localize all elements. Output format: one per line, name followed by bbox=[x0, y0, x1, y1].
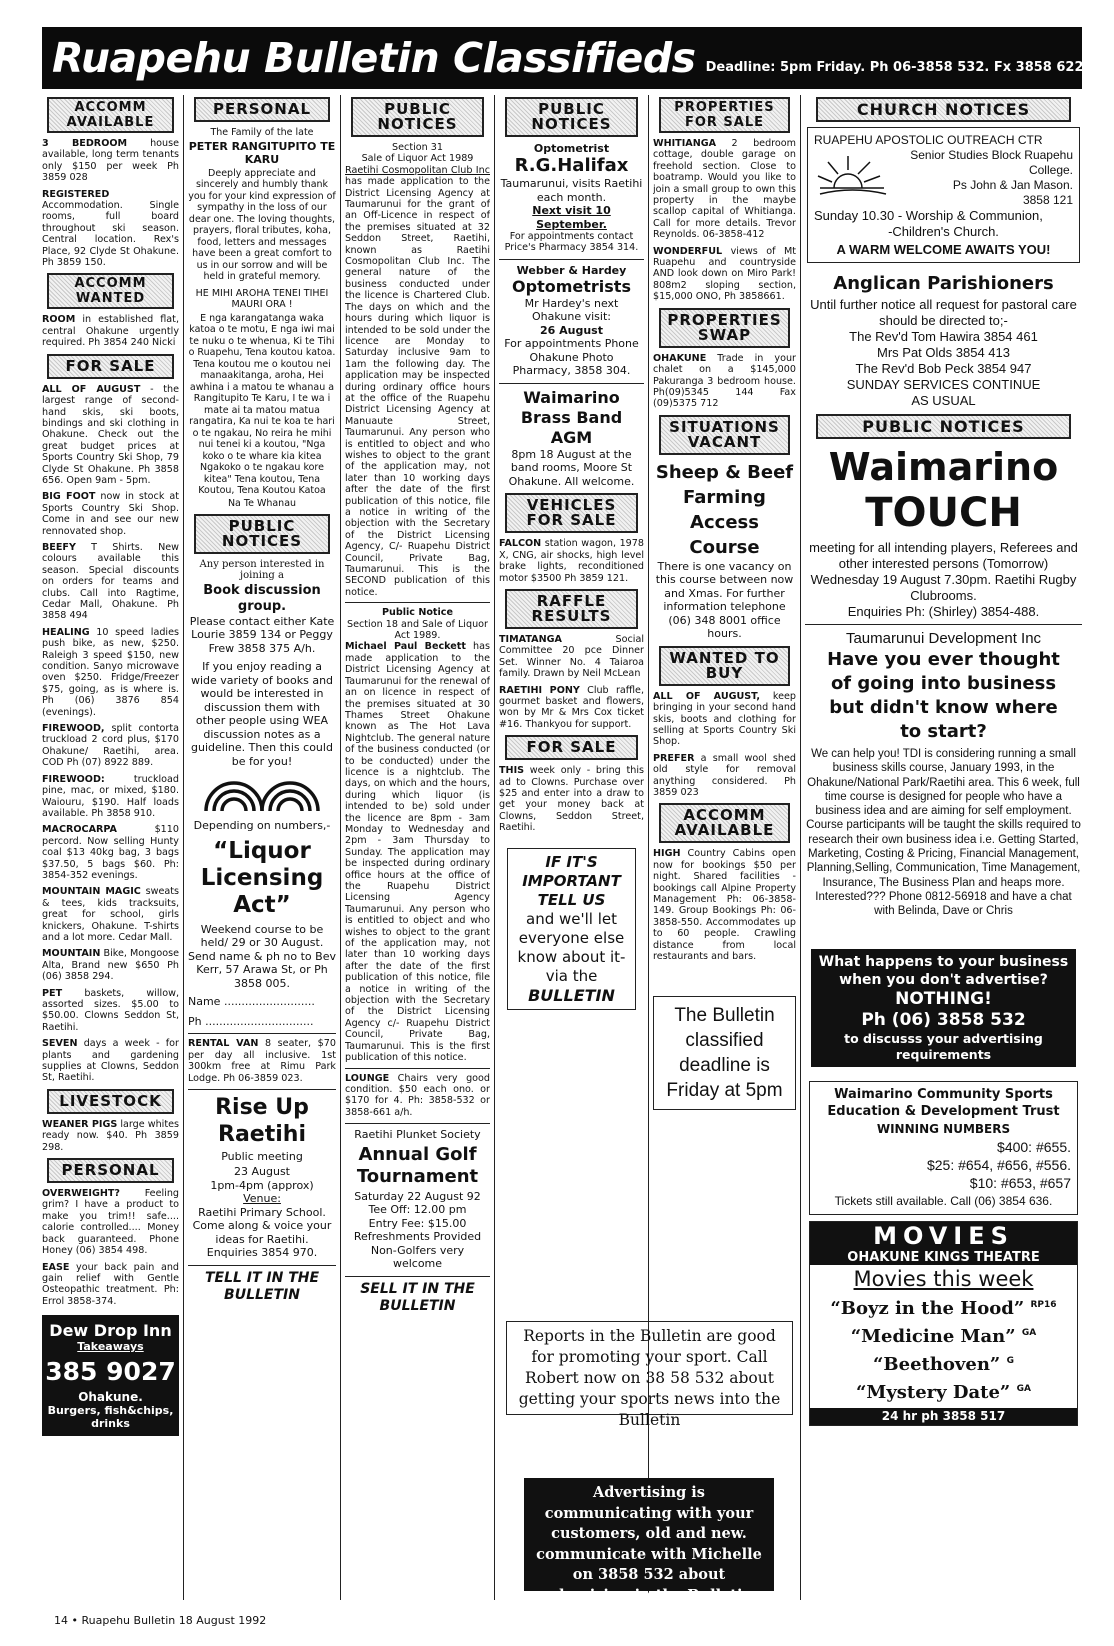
sports-reports-ad: Reports in the Bulletin are good for promoting your sport. Call Robert now on 38 58 532 about getting your sports news into the Bulletin bbox=[506, 1321, 793, 1415]
classified-ad: PET baskets, willow, assorted sizes. $5.00 to $50.00. Clowns Seddon St, Raetihi. bbox=[42, 987, 179, 1033]
sheep-course-title: Sheep & Beef Farming Access Course bbox=[655, 461, 794, 558]
anglican-ad bbox=[805, 271, 1082, 409]
webber-hardey-body: Mr Hardey's next Ohakune visit: bbox=[524, 296, 619, 324]
divider bbox=[188, 1089, 336, 1090]
dew-drop-phone: 385 9027 bbox=[45, 1357, 176, 1387]
brass-band-body: 8pm 18 August at the band rooms, Moore St Ohakune. All welcome. bbox=[508, 447, 635, 488]
movies-ad bbox=[809, 1221, 1078, 1426]
classified-ad: BEEFY T Shirts. New colours available this season. Special discounts on orders for teams and clubs. Call into Ragtime, Cedar Mall, Ohakune. Ph 3858 494 bbox=[42, 541, 179, 622]
divider bbox=[805, 624, 1082, 625]
advertise-ad bbox=[811, 949, 1076, 1067]
bereavement-maori-head: HE MIHI AROHA TENEI TIHEI MAURI ORA ! bbox=[195, 287, 329, 310]
heading-for-sale: FOR SALE bbox=[47, 354, 173, 379]
s31-sub: Sale of Liquor Act 1989 bbox=[361, 153, 474, 165]
anglican-r3: The Rev'd Bob Peck 3854 947 bbox=[855, 361, 1032, 376]
pn-notice: Michael Paul Beckett has made application to the District Licensing Agency at Taumarunui for the renewal of an on licence in respect of the premises situated at 30 Thames Street Ohakune known as The Hot Lava Nightclub. The general nature of the business conducted (or to be conducted) under the licence is a nightclub. The days, on which and the hours, during which liquor (is intended to be) sold under the licence are 8pm - 3am Monday to Wednesday and 2pm - 3am Thursday to Sunday. The application may be inspected during ordinary office hours at the office of the Ruapehu District Licensing Agency Taumarunui. Any person who is entitled to object and who wishes to object to the grant of the application may, not later than 10 working days after the date of the first publication of this notice, file a notice in writing of the objection with the Secretary of the District Licensing Agency c/- Ruapehu District Council, Private Bag, Taumarunui. This is the first publication of this notice. bbox=[345, 641, 490, 1064]
rise-up-date: 23 August bbox=[234, 1165, 290, 1179]
classified-ad: ALL OF AUGUST, keep bringing in your second hand skis, boots and clothing for selling at Sports Country Ski Shop. bbox=[653, 690, 796, 748]
touch-body: meeting for all intending players, Referees and other interested persons (Tomorrow) Wednesday 19 August 7.30pm. Raetihi Rugby Clubrooms. bbox=[809, 540, 1078, 603]
apostolic-phone: 3858 121 bbox=[1022, 193, 1073, 207]
divider bbox=[499, 259, 644, 260]
column-1 bbox=[42, 95, 179, 1436]
golf-tournament-ad bbox=[345, 1128, 490, 1271]
movie-4: “Mystery Date” $^{GA}$ bbox=[856, 1381, 1031, 1403]
movies-week: Movies this week bbox=[853, 1266, 1034, 1291]
tell-it-slogan: TELL IT IN THE BULLETIN bbox=[204, 1269, 320, 1303]
rise-up-venue: Raetihi Primary School. bbox=[198, 1205, 326, 1219]
liquor-body: Weekend course to be held/ 29 or 30 August. Send name & ph no to Bev Kerr, 57 Arawa St, or Ph 3858 005. bbox=[188, 922, 336, 990]
ads-for-sale bbox=[42, 384, 179, 1084]
pn-sub: Section 18 and Sale of Liquor Act 1989. bbox=[347, 618, 488, 642]
wave-logo-icon bbox=[188, 773, 336, 815]
advertise-phone: Ph (06) 3858 532 bbox=[861, 1009, 1026, 1030]
anglican-r4: SUNDAY SERVICES CONTINUE bbox=[846, 377, 1041, 392]
ads-accomm-available bbox=[42, 138, 179, 268]
book-body: Please contact either Kate Lourie 3859 134 or Peggy Frew 3858 375 A/h. bbox=[189, 614, 335, 655]
touch-title-2: TOUCH bbox=[865, 490, 1022, 536]
heading-public-notices: PUBLIC NOTICES bbox=[816, 414, 1071, 439]
dew-drop-place: Ohakune. bbox=[78, 1390, 143, 1405]
rise-up-time: 1pm-4pm (approx) bbox=[210, 1178, 314, 1192]
column-5 bbox=[653, 95, 796, 1110]
anglican-r2: Mrs Pat Olds 3854 413 bbox=[877, 345, 1010, 360]
golf-tee: Tee Off: 12.00 pm bbox=[368, 1203, 467, 1217]
tdi-ad bbox=[805, 629, 1082, 919]
classified-ad: HEALING 10 speed ladies push bike, as new, $250. Raleigh 3 speed $150, new condition. Sanyo microwave oven $250. Fridge/Freezer $75, going, as is where is. Ph (06) 3876 854 (evenings). bbox=[42, 626, 179, 718]
rise-up-sub: Public meeting bbox=[221, 1149, 303, 1163]
ads-wanted bbox=[653, 691, 796, 799]
classified-ad: FIREWOOD: truckload pine, mac, or mixed, $180. Waiouru, $190. Half loads available. Ph 3858 910. bbox=[42, 773, 179, 819]
ads-personal bbox=[42, 1188, 179, 1307]
golf-refreshments: Refreshments Provided bbox=[353, 1230, 482, 1244]
s31-notice: Raetihi Cosmopolitan Club Inc has made application to the District Licensing Agency at Taumarunui for the grant of an Off-Licence in respect of the premises situated at 32 Seddon Street, Raetihi, known as Raetihi Cosmopolitan Club Inc. The general nature of the business conducted under the licence is Chartered Club. The days on which and the hours during which liquor is intended to be sold under the licence are Monday to Saturday inclusive 9am to 1am the following day. The application may be inspected during ordinary office hours at the office of the Ruapehu District Licensing Agency at Manuaute Street, Taumarunui. Any person who is entitled to object and who wishes to object to the grant of the application may, not later than 10 working days after the date of the first publication of this notice, file a notice in writing of the objection with the Secretary of the District Licensing Agency, C/- Ruapehu District Council, Private Bag, Taumarunui. This is the SECOND publication of this notice. bbox=[345, 164, 490, 598]
heading-livestock: LIVESTOCK bbox=[47, 1089, 173, 1114]
touch-enquiries: Enquiries Ph: (Shirley) 3854-488. bbox=[847, 604, 1040, 619]
optometrist-next: Next visit 10 September. bbox=[532, 204, 611, 231]
ads-accomm-wanted bbox=[42, 314, 179, 348]
golf-org: Raetihi Plunket Society bbox=[354, 1128, 481, 1142]
liquor-intro: Depending on numbers,- bbox=[193, 819, 331, 833]
page-title: Ruapehu Bulletin Classifieds bbox=[52, 34, 696, 82]
classified-ad: WEANER PIGS large whites ready now. $40. Ph 3859 298. bbox=[42, 1118, 179, 1153]
divider bbox=[188, 1033, 336, 1034]
column-rule bbox=[494, 95, 495, 1600]
golf-title: Annual Golf Tournament bbox=[356, 1143, 479, 1187]
tdi-org: Taumarunui Development Inc bbox=[845, 630, 1042, 647]
rental-van-ad: RENTAL VAN 8 seater, $70 per day all inclusive. 1st 300km free at Rimu Park Lodge. Ph 06-3859 023. bbox=[188, 1038, 336, 1084]
heading-properties-for-sale: PROPERTIES FOR SALE bbox=[659, 97, 791, 133]
advertise-discuss: to discusss your advertising requirements bbox=[844, 1030, 1043, 1062]
classified-ad: WHITIANGA 2 bedroom cottage, double garage on freehold section. Close to boatramp. Would you like to join a small group to own this property in the maybe scallop capital of Whitianga. Call for more details. Trevor Reynolds. 06-3858-412 bbox=[653, 138, 796, 241]
classified-ad: MACROCARPA $110 percord. Now selling Hunty coal $13 40kg bag, 3 bags $37.50, 5 bags $60. Ph: 3854-352 evenings. bbox=[42, 824, 179, 881]
heading-raffle-results: RAFFLE RESULTS bbox=[505, 589, 638, 629]
classified-ad: RAETIHI PONY Club raffle, gourmet basket and flowers, won by Mr & Mrs Cox ticket #16. Thankyou for support. bbox=[499, 684, 644, 730]
heading-properties-swap: PROPERTIES SWAP bbox=[659, 308, 791, 348]
column-rule bbox=[340, 95, 341, 1600]
divider bbox=[499, 383, 644, 384]
classified-ad: BIG FOOT now in stock at Sports Country Ski Shop. Come in and see our new rennovated shop. bbox=[42, 491, 179, 537]
form-phone: Ph ............................... bbox=[188, 1014, 314, 1028]
bereavement-sign: Na Te Whanau bbox=[227, 497, 297, 509]
brass-band-title: Waimarino Brass Band AGM bbox=[520, 387, 623, 447]
webber-hardey-title: Optometrists bbox=[512, 276, 631, 296]
classified-ad: WONDERFUL views of Mt Ruapehu and countryside AND look down on Miro Park! 808m2 sloping section, $15,000 ONO, Ph 3858661. bbox=[653, 245, 796, 303]
pn-head: Public Notice bbox=[381, 607, 454, 619]
sell-it-slogan: SELL IT IN THE BULLETIN bbox=[360, 1280, 475, 1314]
classified-ad: SEVEN days a week - for plants and gardening supplies at Clowns, Seddon St, Raetihi. bbox=[42, 1038, 179, 1084]
apostolic-place: Senior Studies Block Ruapehu College. bbox=[910, 148, 1073, 177]
apostolic-name: RUAPEHU APOSTOLIC OUTREACH CTR bbox=[814, 133, 1043, 147]
apostolic-sunday: Sunday 10.30 - Worship & Communion, bbox=[814, 208, 1043, 223]
trust-n3: $10: #653, #657 bbox=[969, 1174, 1071, 1191]
column-6 bbox=[805, 95, 1082, 1426]
rise-up-raetihi-ad bbox=[188, 1094, 336, 1260]
rise-up-venue-label: Venue: bbox=[243, 1192, 281, 1206]
important-via: via the bbox=[545, 966, 598, 985]
heading-public-notices: PUBLIC NOTICES bbox=[351, 97, 484, 137]
high-country-ad: HIGH Country Cabins open now for bookings $50 per night. Shared facilities - bookings call Alpine Property Management Ph: 06-3858-149. Group Bookings Ph: 06-3858-550. Accommodates up to 60 people. Crawling distance from local restaurants and bars. bbox=[653, 848, 796, 963]
anglican-title: Anglican Parishioners bbox=[833, 273, 1054, 294]
movie-1: “Boyz in the Hood” $^{RP16}$ bbox=[830, 1297, 1057, 1319]
s31-head: Section 31 bbox=[392, 142, 443, 153]
webber-hardey-appt: For appointments Phone Ohakune Photo Pharmacy, 3858 304. bbox=[504, 337, 639, 378]
heading-public-notices: PUBLIC NOTICES bbox=[194, 514, 330, 554]
column-rule bbox=[800, 95, 801, 1600]
optometrist-body: Taumarunui, visits Raetihi each month. bbox=[500, 177, 643, 204]
classified-ad: PREFER a small wool shed old style for removal anything considered. Ph 3859 023 bbox=[653, 752, 796, 798]
heading-situations-vacant: SITUATIONS VACANT bbox=[659, 415, 791, 455]
optometrist-label: Optometrist bbox=[533, 142, 610, 155]
trust-note: Tickets still available. Call (06) 3854 636. bbox=[834, 1193, 1053, 1208]
touch-ad bbox=[805, 444, 1082, 620]
divider bbox=[345, 1123, 490, 1124]
heading-vehicles-for-sale: VEHICLES FOR SALE bbox=[505, 493, 638, 533]
rise-up-enquiries: Enquiries 3854 970. bbox=[206, 1246, 318, 1260]
swap-ad: OHAKUNE Trade in your chalet on a $145,000 Pakuranga 3 bedroom house. Ph(09)5345 144 Fax (09)5375 712 bbox=[653, 352, 796, 410]
golf-date: Saturday 22 August 92 bbox=[354, 1189, 481, 1203]
heading-accomm-wanted: ACCOMM WANTED bbox=[47, 273, 173, 309]
optometrist-name: R.G.Halifax bbox=[514, 155, 629, 176]
falcon-ad: FALCON station wagon, 1978 X, CNG, air shocks, high level brake lights, reconditioned motor $3500 Ph 3859 121. bbox=[499, 538, 644, 584]
movies-phone: 24 hr ph 3858 517 bbox=[810, 1408, 1077, 1425]
heading-public-notices: PUBLIC NOTICES bbox=[505, 97, 638, 137]
important-head: IF IT'S IMPORTANT TELL US bbox=[522, 852, 621, 909]
classified-ad: ALL OF AUGUST - the largest range of second-hand skis, ski boots, bindings and ski clothing in Ohakune. Check out the great budget prices at Sports Country Ski Shop, 79 Clyde St Ohakune. Ph 3858 656. Open 9am - 5pm. bbox=[42, 383, 179, 486]
classified-ad: EASE your back pain and gain relief with Gentle Osteopathic treatment. Ph: Errol 3858-374. bbox=[42, 1261, 179, 1307]
heading-personal: PERSONAL bbox=[194, 97, 330, 122]
trust-ad bbox=[809, 1081, 1078, 1215]
heading-wanted-to-buy: WANTED TO BUY bbox=[659, 646, 791, 686]
anglican-body: Until further notice all request for pastoral care should be directed to;- bbox=[810, 297, 1077, 328]
ads-properties bbox=[653, 138, 796, 303]
form-name: Name .......................... bbox=[188, 995, 315, 1009]
sheep-course-body: There is one vacancy on this course between now and Xmas. For further information telephone (06) 348 8001 office hours. bbox=[655, 559, 794, 641]
divider bbox=[188, 1265, 336, 1266]
column-2 bbox=[188, 95, 336, 1304]
apostolic-pastors: Ps John & Jan Mason. bbox=[952, 178, 1073, 192]
classified-ad: MOUNTAIN MAGIC sweats & tees, kids tracksuits, great for school, girls knickers, Ohakune. T-shirts and a lot more. Cedar Mall. bbox=[42, 886, 179, 943]
column-4 bbox=[499, 95, 644, 1010]
bereavement-maori: E nga karangatanga waka katoa o te motu, E nga iwi mai te nuku o te whenua, Ki te Tihi o Ruapehu, Tena koutou katoa. Tena koutou me o koutou nei manaakitanga, aroha, Hei awhina i a matou te whanau a Rangitupito Te Karu, I te wa i mate ai ta matou matua rangatira, Ka nui te koa te hari o te ngakau, No reira he mihi nui tenei ki a koutou, "Nga koko o te whare kia kitea Ngakoko o te ngakau kore kitea" Tena koutou, Tena Koutou, Tena Koutou Katoa bbox=[188, 312, 336, 496]
heading-for-sale: FOR SALE bbox=[505, 735, 638, 760]
webber-hardey-name: Webber & Hardey bbox=[516, 263, 627, 277]
trust-sub: WINNING NUMBERS bbox=[876, 1121, 1011, 1136]
tdi-title: Have you ever thought of going into business but didn't know where to start? bbox=[827, 649, 1060, 742]
apostolic-welcome: A WARM WELCOME AWAITS YOU! bbox=[836, 242, 1051, 257]
book-title: Book discussion group. bbox=[203, 582, 321, 614]
movies-head: MOVIES bbox=[810, 1222, 1077, 1250]
golf-fee: Entry Fee: $15.00 bbox=[368, 1216, 467, 1230]
advertising-ad: Advertising is communicating with your customers, old and new. communicate with Michelle on 3858 532 about adverising in the Bulletin bbox=[524, 1478, 774, 1591]
rise-up-title: Rise Up Raetihi bbox=[215, 1094, 309, 1147]
divider bbox=[345, 1276, 490, 1277]
classified-ad: MOUNTAIN Bike, Mongoose Alta, Brand new $650 Ph (06) 3858 294. bbox=[42, 948, 179, 983]
bereavement-intro: The Family of the late bbox=[210, 127, 314, 138]
classified-ad: 3 BEDROOM house available, long term tenants only $150 per week Ph 3859 028 bbox=[42, 138, 179, 184]
ads-raffle-results bbox=[499, 634, 644, 730]
dew-drop-food: Burgers, fish&chips, drinks bbox=[47, 1404, 174, 1431]
bereavement-thanks: Deeply appreciate and sincerely and humbly thank you for your kind expression of sympathy in the loss of our dear one. The loving thoughts, prayers, floral tributes, koha, food, letters and messages have been a great comfort to us in our sorrow and will be held in grateful memory. bbox=[188, 167, 336, 282]
book-intro: Any person interested in joining a bbox=[199, 559, 325, 582]
classified-ad: TIMATANGA Social Committee 20 pce Dinner Set. Winner No. 4 Taiaroa family. Drawn by Neil McLean bbox=[499, 633, 644, 680]
deadline-line: Deadline: 5pm Friday. Ph 06-3858 532. Fx 3858 622 bbox=[705, 59, 1084, 75]
classified-ad: REGISTERED Accommodation. Single rooms, full board throughout ski season. Central location. Rex's Place, 92 Clyde St Ohakune. Ph 3859 150. bbox=[42, 188, 179, 269]
trust-title: Waimarino Community Sports Education & Development Trust bbox=[827, 1086, 1060, 1119]
column-rule bbox=[183, 95, 184, 1600]
trust-n2: $25: #654, #656, #556. bbox=[926, 1156, 1071, 1173]
divider bbox=[345, 602, 490, 603]
classified-ad: ROOM in established flat, central Ohakune urgently required. Ph 3854 240 Nicki bbox=[42, 314, 179, 349]
golf-nongolfers: Non-Golfers very welcome bbox=[370, 1243, 465, 1271]
anglican-r5: AS USUAL bbox=[911, 393, 976, 408]
rise-up-come: Come along & voice your ideas for Raetihi. bbox=[192, 1219, 332, 1246]
dew-drop-sub: Takeaways bbox=[77, 1340, 144, 1354]
page-footer: 14 • Ruapehu Bulletin 18 August 1992 bbox=[54, 1614, 267, 1627]
bereavement-name: PETER RANGITUPITO TE KARU bbox=[188, 139, 336, 166]
advertise-nothing: NOTHING! bbox=[895, 988, 992, 1009]
trust-n1: $400: #655. bbox=[997, 1138, 1071, 1155]
classified-ad: OVERWEIGHT? Feeling grim? I have a product to make you trim!! safe.... calorie controlled.... Money back guaranteed. Phone Honey (06) 3854 498. bbox=[42, 1188, 179, 1257]
dew-drop-name: Dew Drop Inn bbox=[49, 1321, 172, 1341]
clowns-ad: THIS week only - bring this ad to Clowns. Purchase over $25 and enter into a draw to get your money back at Clowns, Seddon Street, Raetihi. bbox=[499, 765, 644, 834]
book-more: If you enjoy reading a wide variety of books and would be interested in discussion them with other people using WEA discussion notes as a guideline. Then this could be for you! bbox=[190, 660, 334, 768]
heading-accomm-available: ACCOMM AVAILABLE bbox=[47, 97, 173, 133]
heading-personal: PERSONAL bbox=[47, 1158, 173, 1183]
ads-livestock bbox=[42, 1119, 179, 1153]
movie-2: “Medicine Man” $^{GA}$ bbox=[850, 1325, 1037, 1347]
movies-theatre: OHAKUNE KINGS THEATRE bbox=[810, 1250, 1077, 1265]
apostolic-block bbox=[814, 148, 1073, 208]
movie-3: “Beethoven” $^G$ bbox=[873, 1353, 1014, 1375]
apostolic-ad bbox=[807, 127, 1080, 263]
important-bulletin: BULLETIN bbox=[528, 985, 615, 1005]
heading-accomm-available: ACCOMM AVAILABLE bbox=[659, 803, 791, 843]
important-body: and we'll let everyone else know about it- bbox=[517, 909, 626, 966]
webber-hardey-date: 26 August bbox=[540, 323, 603, 337]
advertise-question: What happens to your business when you don't advertise? bbox=[818, 953, 1069, 988]
optometrist-appt: For appointments contact Price's Pharmacy 3854 314. bbox=[504, 231, 639, 254]
apostolic-children: -Children's Church. bbox=[888, 224, 999, 239]
masthead bbox=[42, 27, 1082, 89]
dew-drop-inn-ad bbox=[42, 1315, 179, 1436]
sunrise-icon bbox=[814, 148, 892, 208]
deadline-box: The Bulletin classified deadline is Friday at 5pm bbox=[653, 996, 796, 1110]
classified-ad: FIREWOOD, split contorta truckload 2 cord plus, $170 Ohakune/ Raetihi, area. COD Ph (07) 8922 889. bbox=[42, 723, 179, 769]
touch-title-1: Waimarino bbox=[828, 445, 1059, 489]
important-box bbox=[507, 848, 636, 1010]
divider bbox=[345, 1068, 490, 1069]
anglican-r1: The Rev'd Tom Hawira 3854 461 bbox=[849, 329, 1038, 344]
lounge-ad: LOUNGE Chairs very good condition. $50 each ono. or $170 for 4. Ph: 3858-532 or 3858-661 a/h. bbox=[345, 1072, 490, 1118]
heading-church-notices: CHURCH NOTICES bbox=[816, 97, 1071, 122]
tdi-body: We can help you! TDI is considering running a small business skills course, January 1993, in the Ohakune/National Park/Raetihi area. This 6 week, full time course is designed for people who have a business idea and are aiming for self employment. Course participants will be taught the skills required to research their own business idea i.e. Getting Started, Marketing, Costing & Pricing, Financial Management, Planning,Selling, Communication, Time Management, Insurance, The Business Plan and heaps more. Interested??? Phone 0812-56918 and have a chat with Belinda, Dave or Chris bbox=[806, 748, 1081, 918]
column-3 bbox=[345, 95, 490, 1315]
liquor-title: “Liquor Licensing Act” bbox=[200, 837, 324, 918]
